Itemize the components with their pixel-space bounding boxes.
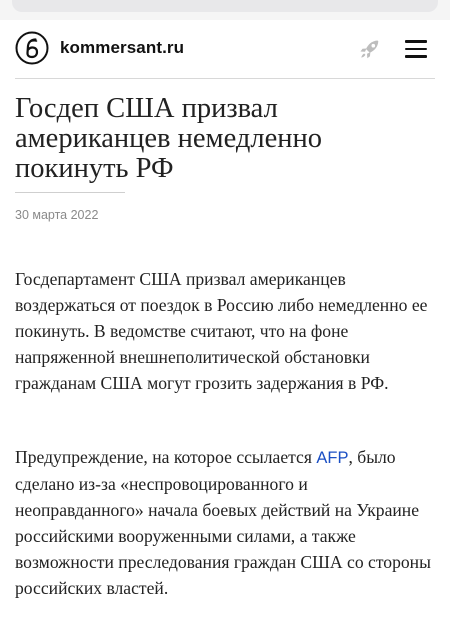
kommersant-logo[interactable] xyxy=(15,31,49,65)
hamburger-menu-icon[interactable] xyxy=(405,40,427,58)
article-paragraph-1: Госдепартамент США призвал американцев воздержаться от поездок в Россию либо немедленно ее покинуть. В ведомстве считают, что на фоне напряженной внешнеполитической обстановки гражданам США могут грозить задержания в РФ. xyxy=(15,269,428,393)
article-title: Госдеп США призвал американцев немедленно покинуть РФ xyxy=(15,93,322,184)
article-date: 30 марта 2022 xyxy=(15,208,99,222)
title-underline xyxy=(15,192,125,193)
paragraph-2-text-start: Предупреждение, на которое ссылается xyxy=(15,447,317,467)
browser-toolbar xyxy=(0,0,450,20)
site-name[interactable]: kommersant.ru xyxy=(60,38,185,57)
paragraph-2-text-end: , было сделано из-за «неспровоцированного и неоправданного» начала боевых действий на Украине российскими вооруженными силами, а также возможности преследования граждан США со стороны российских властей. xyxy=(15,447,431,598)
rocket-icon[interactable] xyxy=(357,36,383,62)
address-bar[interactable] xyxy=(12,0,438,12)
afp-link[interactable]: AFP xyxy=(316,449,349,467)
header-divider xyxy=(15,78,435,79)
article-paragraph-2 xyxy=(15,444,435,601)
